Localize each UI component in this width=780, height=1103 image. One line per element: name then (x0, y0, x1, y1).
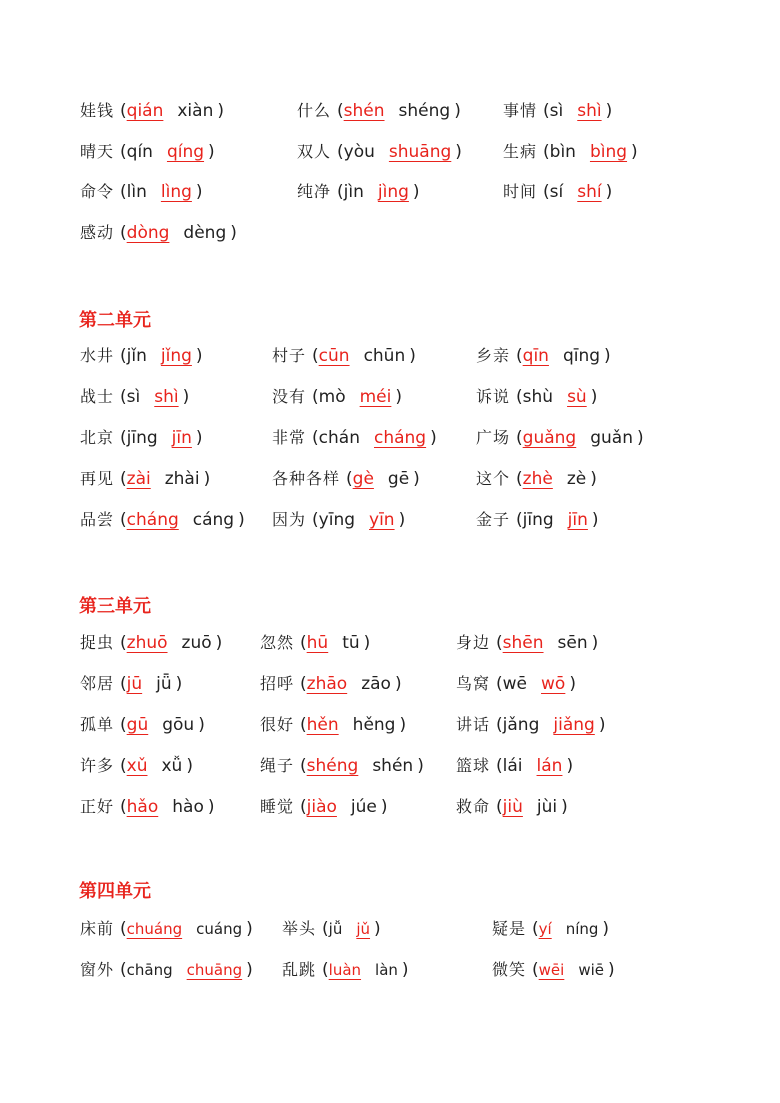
close-paren: ) (175, 674, 183, 694)
pinyin-option-b: chūn (363, 346, 406, 366)
pinyin-option-a: lìn (126, 182, 147, 202)
vocab-entry (476, 386, 597, 416)
open-paren: ( (496, 797, 503, 817)
close-paren: ) (401, 960, 409, 980)
open-paren: ( (120, 222, 127, 243)
pinyin-option-b: wiē (578, 961, 604, 979)
pinyin-option-a: jìn (343, 182, 364, 202)
vocab-entry (80, 959, 253, 989)
word-text: 招呼 (260, 674, 295, 693)
pinyin-option-b: shì (577, 101, 602, 121)
close-paren: ) (398, 510, 406, 530)
word-text: 时间 (503, 182, 538, 201)
close-paren: ) (195, 346, 203, 366)
open-paren: ( (120, 674, 127, 694)
vocab-row (0, 673, 780, 703)
pinyin-option-a: hū (306, 633, 329, 653)
vocab-entry (456, 714, 605, 744)
pinyin-option-a: gū (126, 715, 149, 735)
word-text: 讲话 (456, 715, 491, 734)
vocab-entry (260, 632, 370, 662)
vocab-entry (80, 673, 182, 703)
open-paren: ( (312, 510, 319, 530)
word-text: 救命 (456, 797, 491, 816)
open-paren: ( (120, 919, 127, 939)
pinyin-option-a: chāng (126, 961, 173, 979)
open-paren: ( (120, 101, 127, 121)
close-paren: ) (374, 919, 381, 939)
pinyin-option-b: jìng (377, 182, 409, 202)
vocab-row (0, 755, 780, 785)
vocab-row (0, 181, 780, 211)
pinyin-option-a: mò (318, 387, 346, 407)
word-text: 这个 (476, 469, 511, 488)
close-paren: ) (417, 756, 424, 776)
pinyin-option-a: chán (318, 428, 360, 448)
open-paren: ( (300, 715, 307, 735)
open-paren: ( (516, 428, 523, 448)
close-paren: ) (413, 469, 420, 489)
open-paren: ( (300, 756, 307, 776)
open-paren: ( (120, 141, 127, 162)
word-text: 很好 (260, 715, 295, 734)
close-paren: ) (590, 387, 598, 407)
close-paren: ) (561, 797, 568, 817)
pinyin-option-b: hěng (352, 715, 396, 735)
pinyin-option-b: shéng (398, 101, 451, 121)
pinyin-option-a: shéng (306, 756, 359, 776)
word-text: 事情 (503, 101, 538, 120)
word-text: 生病 (503, 141, 538, 161)
open-paren: ( (312, 387, 319, 407)
word-text: 再见 (80, 469, 115, 488)
close-paren: ) (380, 797, 388, 817)
word-text: 因为 (272, 510, 307, 529)
pinyin-option-a: jū (126, 674, 143, 694)
close-paren: ) (208, 141, 215, 162)
vocab-entry (80, 427, 203, 457)
pinyin-option-a: sì (126, 387, 141, 407)
open-paren: ( (120, 715, 127, 735)
pinyin-option-a: jīng (522, 510, 554, 530)
vocab-entry (492, 959, 615, 989)
pinyin-option-b: lán (536, 756, 563, 776)
open-paren: ( (337, 182, 344, 202)
vocab-entry (476, 468, 597, 498)
open-paren: ( (120, 756, 127, 776)
close-paren: ) (409, 346, 416, 366)
pinyin-option-a: chuáng (126, 920, 183, 938)
word-text: 没有 (272, 387, 307, 406)
vocab-entry (80, 632, 222, 662)
vocab-entry (282, 959, 409, 989)
pinyin-option-a: jiào (306, 797, 337, 817)
pinyin-option-a: jǚ (328, 920, 343, 938)
pinyin-option-a: qīn (522, 346, 549, 366)
open-paren: ( (300, 674, 307, 694)
vocab-entry (80, 100, 224, 130)
vocab-row (0, 386, 780, 416)
vocab-entry (456, 755, 573, 785)
pinyin-option-b: zhài (164, 469, 200, 489)
close-paren: ) (207, 797, 215, 817)
close-paren: ) (186, 756, 193, 776)
pinyin-option-a: guǎng (522, 428, 577, 448)
close-paren: ) (395, 387, 403, 407)
pinyin-option-b: bìng (589, 141, 628, 162)
pinyin-option-a: qín (126, 141, 153, 162)
pinyin-option-a: yí (538, 920, 552, 938)
word-text: 窗外 (80, 960, 115, 979)
vocab-row (0, 468, 780, 498)
open-paren: ( (120, 510, 127, 530)
pinyin-option-a: xǔ (126, 756, 148, 776)
vocab-row (0, 100, 780, 130)
open-paren: ( (496, 674, 503, 694)
vocab-entry (260, 796, 388, 826)
close-paren: ) (605, 182, 613, 202)
word-text: 什么 (297, 101, 332, 120)
word-text: 战士 (80, 387, 115, 406)
vocab-row (0, 714, 780, 744)
pinyin-option-b: tū (342, 633, 360, 653)
word-text: 疑是 (492, 919, 527, 938)
pinyin-option-a: gè (352, 469, 374, 489)
open-paren: ( (532, 919, 539, 939)
close-paren: ) (602, 919, 610, 939)
vocab-entry (80, 222, 237, 252)
vocab-row (0, 427, 780, 457)
pinyin-option-a: zhuō (126, 633, 168, 653)
pinyin-option-a: dòng (126, 222, 170, 243)
pinyin-option-b: shén (372, 756, 414, 776)
close-paren: ) (430, 428, 437, 448)
pinyin-option-b: jǖ (156, 674, 172, 694)
word-text: 娃钱 (80, 101, 115, 120)
open-paren: ( (300, 797, 307, 817)
pinyin-option-a: jǎng (502, 715, 540, 735)
vocab-row (0, 141, 780, 171)
open-paren: ( (496, 633, 503, 653)
pinyin-option-b: qíng (166, 141, 205, 162)
pinyin-option-b: qīng (562, 346, 601, 366)
pinyin-option-a: hěn (306, 715, 339, 735)
open-paren: ( (312, 346, 319, 366)
pinyin-option-b: jǐng (160, 346, 192, 366)
pinyin-option-a: zài (126, 469, 151, 489)
pinyin-option-a: qián (126, 101, 164, 121)
pinyin-option-b: jǔ (356, 920, 371, 938)
pinyin-option-b: jīn (567, 510, 588, 530)
word-text: 乱跳 (282, 960, 317, 979)
word-text: 纯净 (297, 182, 332, 201)
unit-heading: 第三单元 (79, 596, 151, 617)
close-paren: ) (238, 510, 245, 530)
open-paren: ( (120, 428, 127, 448)
vocab-row (0, 918, 780, 948)
open-paren: ( (543, 101, 550, 121)
pinyin-option-b: sēn (557, 633, 588, 653)
vocab-entry (80, 386, 189, 416)
pinyin-option-b: jiǎng (553, 715, 595, 735)
vocab-entry (80, 468, 210, 498)
open-paren: ( (312, 428, 319, 448)
vocab-entry (80, 714, 205, 744)
pinyin-option-a: sí (549, 182, 564, 202)
word-text: 感动 (80, 222, 115, 242)
pinyin-option-a: jīng (126, 428, 158, 448)
vocab-entry (80, 755, 193, 785)
word-text: 绳子 (260, 756, 295, 775)
open-paren: ( (516, 469, 523, 489)
pinyin-option-a: hǎo (126, 797, 159, 817)
word-text: 北京 (80, 428, 115, 447)
vocab-entry (80, 141, 215, 171)
word-text: 举头 (282, 919, 317, 938)
close-paren: ) (363, 633, 371, 653)
vocab-entry (456, 673, 576, 703)
vocab-entry (297, 181, 420, 211)
word-text: 微笑 (492, 960, 527, 979)
pinyin-option-a: cháng (126, 510, 179, 530)
pinyin-option-b: cháng (373, 428, 427, 448)
pinyin-option-a: shēn (502, 633, 544, 653)
pinyin-option-b: zè (566, 469, 587, 489)
word-text: 鸟窝 (456, 674, 491, 693)
word-text: 命令 (80, 182, 115, 201)
word-text: 许多 (80, 756, 115, 775)
vocab-entry (272, 427, 437, 457)
vocab-row (0, 222, 780, 252)
close-paren: ) (569, 674, 576, 694)
pinyin-option-b: méi (359, 387, 392, 407)
close-paren: ) (246, 960, 253, 980)
vocab-entry (260, 755, 424, 785)
vocab-entry (272, 345, 416, 375)
open-paren: ( (120, 960, 127, 980)
vocab-entry (80, 345, 203, 375)
open-paren: ( (120, 182, 127, 202)
unit-heading: 第二单元 (79, 310, 151, 331)
vocab-entry (282, 918, 381, 948)
vocab-row (0, 959, 780, 989)
pinyin-option-b: gē (387, 469, 410, 489)
pinyin-option-a: jiù (502, 797, 523, 817)
word-text: 晴天 (80, 141, 115, 161)
pinyin-option-b: làn (375, 961, 398, 979)
word-text: 正好 (80, 797, 115, 816)
close-paren: ) (399, 715, 407, 735)
pinyin-option-b: shuāng (388, 141, 452, 162)
pinyin-option-b: shí (577, 182, 602, 202)
open-paren: ( (120, 387, 127, 407)
word-text: 广场 (476, 428, 511, 447)
pinyin-option-a: cūn (318, 346, 350, 366)
open-paren: ( (300, 633, 307, 653)
pinyin-option-a: yīng (318, 510, 356, 530)
close-paren: ) (636, 428, 644, 448)
vocab-entry (260, 714, 406, 744)
open-paren: ( (337, 141, 344, 162)
pinyin-option-b: xǚ (161, 756, 183, 776)
vocab-entry (456, 632, 598, 662)
open-paren: ( (120, 346, 127, 366)
vocab-entry (456, 796, 568, 826)
vocab-row (0, 796, 780, 826)
word-text: 水井 (80, 346, 115, 365)
close-paren: ) (591, 633, 599, 653)
pinyin-option-b: lìng (160, 182, 192, 202)
pinyin-option-b: júe (350, 797, 377, 817)
pinyin-option-a: lái (502, 756, 523, 776)
vocab-entry (272, 509, 405, 539)
pinyin-option-b: níng (565, 920, 599, 938)
word-text: 篮球 (456, 756, 491, 775)
word-text: 邻居 (80, 674, 115, 693)
vocab-entry (476, 427, 644, 457)
close-paren: ) (604, 346, 611, 366)
pinyin-option-a: shén (343, 101, 385, 121)
open-paren: ( (516, 346, 523, 366)
word-text: 村子 (272, 346, 307, 365)
word-text: 品尝 (80, 510, 115, 529)
close-paren: ) (566, 756, 574, 776)
pinyin-option-b: jīn (171, 428, 192, 448)
open-paren: ( (516, 387, 523, 407)
close-paren: ) (608, 960, 615, 980)
close-paren: ) (195, 428, 203, 448)
pinyin-option-a: sì (549, 101, 564, 121)
vocab-entry (492, 918, 609, 948)
vocab-entry (272, 386, 402, 416)
open-paren: ( (543, 182, 550, 202)
pinyin-option-a: wē (502, 674, 528, 694)
pinyin-option-b: guǎn (590, 428, 633, 448)
open-paren: ( (346, 469, 353, 489)
pinyin-option-b: zāo (361, 674, 391, 694)
pinyin-option-b: chuāng (186, 961, 243, 979)
word-text: 双人 (297, 141, 332, 161)
vocab-entry (80, 796, 214, 826)
word-text: 捉虫 (80, 633, 115, 652)
vocab-entry (503, 100, 612, 130)
close-paren: ) (198, 715, 205, 735)
unit-heading: 第四单元 (79, 881, 151, 902)
close-paren: ) (412, 182, 420, 202)
open-paren: ( (543, 141, 550, 162)
close-paren: ) (230, 222, 237, 243)
vocab-entry (297, 141, 462, 171)
pinyin-option-a: zhāo (306, 674, 348, 694)
word-text: 睡觉 (260, 797, 295, 816)
close-paren: ) (246, 919, 253, 939)
close-paren: ) (217, 101, 224, 121)
pinyin-option-b: dèng (183, 222, 227, 243)
vocab-entry (80, 181, 203, 211)
open-paren: ( (322, 960, 329, 980)
open-paren: ( (322, 919, 329, 939)
vocab-entry (272, 468, 420, 498)
word-text: 床前 (80, 919, 115, 938)
open-paren: ( (496, 756, 503, 776)
open-paren: ( (120, 797, 127, 817)
vocab-entry (476, 345, 611, 375)
close-paren: ) (394, 674, 402, 694)
pinyin-option-b: yīn (369, 510, 395, 530)
pinyin-option-b: cuáng (196, 920, 243, 938)
word-text: 孤单 (80, 715, 115, 734)
pinyin-option-a: bìn (549, 141, 576, 162)
open-paren: ( (496, 715, 503, 735)
pinyin-option-b: jùi (536, 797, 558, 817)
pinyin-option-b: xiàn (177, 101, 214, 121)
vocab-entry (503, 141, 638, 171)
open-paren: ( (337, 101, 344, 121)
pinyin-option-b: wō (541, 674, 566, 694)
word-text: 乡亲 (476, 346, 511, 365)
close-paren: ) (182, 387, 190, 407)
vocab-entry (80, 918, 253, 948)
vocab-row (0, 345, 780, 375)
pinyin-option-a: jǐn (126, 346, 147, 366)
vocab-entry (503, 181, 612, 211)
pinyin-option-b: shì (154, 387, 179, 407)
pinyin-option-b: gōu (162, 715, 195, 735)
close-paren: ) (203, 469, 211, 489)
pinyin-option-b: zuō (181, 633, 212, 653)
word-text: 金子 (476, 510, 511, 529)
close-paren: ) (454, 101, 461, 121)
vocab-entry (297, 100, 461, 130)
vocab-entry (260, 673, 402, 703)
pinyin-option-a: shù (522, 387, 554, 407)
vocab-row (0, 632, 780, 662)
open-paren: ( (516, 510, 523, 530)
close-paren: ) (215, 633, 223, 653)
close-paren: ) (455, 141, 462, 162)
pinyin-option-b: hào (172, 797, 204, 817)
word-text: 身边 (456, 633, 491, 652)
open-paren: ( (120, 633, 127, 653)
pinyin-option-b: cáng (192, 510, 235, 530)
pinyin-option-a: zhè (522, 469, 553, 489)
word-text: 各种各样 (272, 469, 341, 488)
close-paren: ) (591, 510, 599, 530)
open-paren: ( (532, 960, 539, 980)
pinyin-option-a: wēi (538, 961, 565, 979)
word-text: 非常 (272, 428, 307, 447)
pinyin-option-a: yòu (343, 141, 375, 162)
word-text: 忽然 (260, 633, 295, 652)
close-paren: ) (195, 182, 203, 202)
close-paren: ) (631, 141, 638, 162)
close-paren: ) (598, 715, 606, 735)
pinyin-option-a: luàn (328, 961, 362, 979)
open-paren: ( (120, 469, 127, 489)
pinyin-option-b: sù (567, 387, 587, 407)
close-paren: ) (590, 469, 597, 489)
word-text: 诉说 (476, 387, 511, 406)
vocab-entry (80, 509, 245, 539)
close-paren: ) (605, 101, 613, 121)
vocab-entry (476, 509, 599, 539)
vocab-row (0, 509, 780, 539)
